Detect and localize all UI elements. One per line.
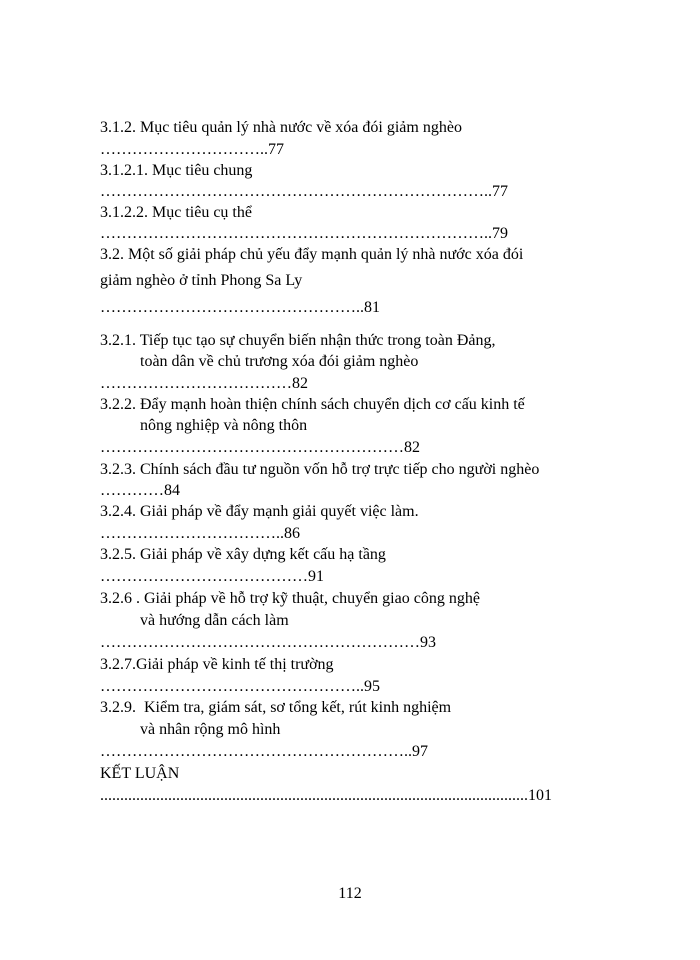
toc-entry-leader: …………………………..77 — [100, 141, 284, 158]
toc-entry-title: 3.2.4. Giải pháp về đẩy mạnh giải quyết việc làm. — [100, 503, 419, 520]
toc-entry-title: 3.1.2.2. Mục tiêu cụ thể — [100, 204, 252, 221]
toc-entry-title-continued: và nhân rộng mô hình — [140, 721, 281, 738]
toc-entry-title: 3.2.3. Chính sách đầu tư nguồn vốn hỗ trợ trực tiếp cho người nghèo — [100, 461, 540, 478]
toc-entry-title: 3.2.9. Kiểm tra, giám sát, sơ tổng kết, rút kinh nghiệm — [100, 699, 452, 716]
toc-entry-leader: ………………………………82 — [100, 375, 308, 392]
toc-entry-title: 3.2.1. Tiếp tục tạo sự chuyển biến nhận thức trong toàn Đảng, — [100, 332, 496, 349]
toc-entry-title-continued: nông nghiệp và nông thôn — [140, 417, 308, 434]
toc-entry-title: 3.1.2.1. Mục tiêu chung — [100, 162, 253, 179]
toc-entry-title-continued: và hướng dẫn cách làm — [140, 612, 289, 629]
toc-entry-title: 3.2.7.Giải pháp về kinh tế thị trường — [100, 656, 334, 673]
page-number: 112 — [338, 885, 362, 902]
toc-entry-title: 3.2.6 . Giải pháp về hỗ trợ kỹ thuật, chuyển giao công nghệ — [100, 590, 480, 607]
toc-entry-title: 3.2. Một số giải pháp chủ yếu đẩy mạnh quản lý nhà nước xóa đói — [100, 246, 524, 263]
toc-entry-leader: …………84 — [100, 482, 180, 499]
toc-entry-leader: …………………………………………………82 — [100, 439, 420, 456]
toc-entry-title-continued: toàn dân về chủ trương xóa đói giảm nghèo — [140, 353, 419, 370]
toc-entry-leader: …………………………………91 — [100, 568, 324, 585]
toc-entry-title: 3.2.5. Giải pháp về xây dựng kết cấu hạ tầng — [100, 546, 386, 563]
toc-entry-title: 3.1.2. Mục tiêu quản lý nhà nước về xóa đói giảm nghèo — [100, 119, 462, 136]
toc-entry-leader: ...........................................................................................................101 — [100, 787, 552, 804]
toc-entry-title: KẾT LUẬN — [100, 765, 180, 782]
toc-entry-leader: …………………………………………..95 — [100, 678, 380, 695]
toc-entry-leader: …………………………………………………..97 — [100, 743, 428, 760]
toc-entry-leader: ……………………………..86 — [100, 525, 300, 542]
toc-entry-leader: ……………………………………………………93 — [100, 634, 436, 651]
toc-entry-title-continued: giảm nghèo ở tỉnh Phong Sa Ly — [100, 272, 303, 289]
toc-entry-leader: …………………………………………..81 — [100, 299, 380, 316]
toc-entry-leader: ………………………………………………………………..77 — [100, 183, 508, 200]
toc-entry-leader: ………………………………………………………………..79 — [100, 225, 508, 242]
toc-entry-title: 3.2.2. Đẩy mạnh hoàn thiện chính sách chuyển dịch cơ cấu kinh tế — [100, 396, 525, 413]
